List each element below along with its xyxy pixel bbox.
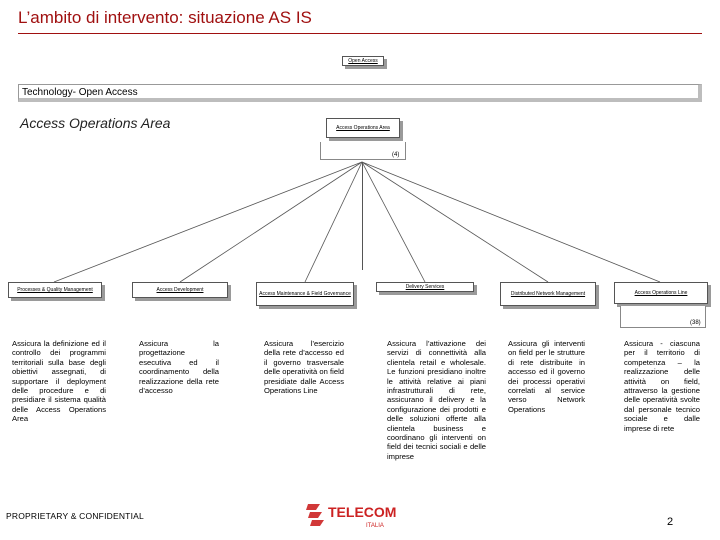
logo-wordmark: TELECOM xyxy=(328,504,397,520)
unit-name-operations-line: Access Operations Line xyxy=(634,290,688,296)
org-box-access-operations-area xyxy=(326,118,400,138)
unit-desc-processes: Assicura la definizione ed il controllo dei programmi territoriali sulla base degli obiettivi assegnati, di supportare il deployment delle procedure e di presidiare il sistema qualità delle Access Operations Area xyxy=(12,339,106,424)
unit-box-distributed xyxy=(500,282,596,306)
unit-box-delivery xyxy=(376,282,474,292)
org-box-area-label: Access Operations Area xyxy=(336,125,390,131)
unit-name-development: Access Development xyxy=(156,287,204,293)
area-title: Access Operations Area xyxy=(20,115,171,131)
unit-desc-maintenance: Assicura l’esercizio della rete d’accesso ed il governo trasversale delle operatività on field presidiate dalle Access Operations Line xyxy=(264,339,344,396)
org-box-open-access-label: Open Access xyxy=(348,58,378,64)
area-count: (4) xyxy=(392,152,400,158)
band-suffix: - Open Access xyxy=(72,87,138,98)
unit-name-processes: Processes & Quality Management xyxy=(17,287,93,293)
unit-desc-operations-line: Assicura - ciascuna per il territorio di competenza – la realizzazione delle attività on field, attraverso la gestione delle operatività svolte dal personale tecnico sociale e dalle imprese di rete xyxy=(624,339,700,433)
footer-confidential: PROPRIETARY & CONFIDENTIAL xyxy=(6,511,144,521)
unit-desc-distributed: Assicura gli interventi on field per le strutture di rete distribuite in accesso ed il governo dei processi operativi correlati al service verso Network Operations xyxy=(508,339,585,414)
unit-name-delivery: Delivery Services xyxy=(405,284,445,290)
unit-name-distributed: Distributed Network Management xyxy=(510,291,586,297)
page-title: L’ambito di intervento: situazione AS IS xyxy=(18,8,312,27)
unit-desc-delivery: Assicura l’attivazione dei servizi di connettività alla clientela retail e wholesale. Le funzioni presidiano inoltre le attività relative ai piani infrastrutturali di rete, assicurano il delivery e la configurazione dei prodotti e delle soluzioni offerte alla clientela business e coordinano gli interventi on field dei tecnici sociali e delle imprese xyxy=(387,339,486,461)
unit-desc-development: Assicura la progettazione esecutiva ed il coordinamento della realizzazione della rete d’accesso xyxy=(139,339,219,396)
unit-box-development xyxy=(132,282,228,298)
unit-box-operations-line xyxy=(614,282,708,304)
logo-subtext: ITALIA xyxy=(366,523,384,529)
org-box-open-access xyxy=(342,56,384,66)
unit-box-processes xyxy=(8,282,102,298)
band-prefix: Technology xyxy=(22,87,73,98)
title-underline xyxy=(18,33,702,34)
page-number: 2 xyxy=(667,516,674,528)
units-count: (38) xyxy=(690,320,701,326)
unit-box-maintenance xyxy=(256,282,354,306)
unit-name-maintenance: Access Maintenance & Field Governance xyxy=(259,291,351,297)
telecom-italia-logo xyxy=(306,500,402,530)
technology-band xyxy=(18,84,702,102)
connector-trunk xyxy=(362,162,363,270)
